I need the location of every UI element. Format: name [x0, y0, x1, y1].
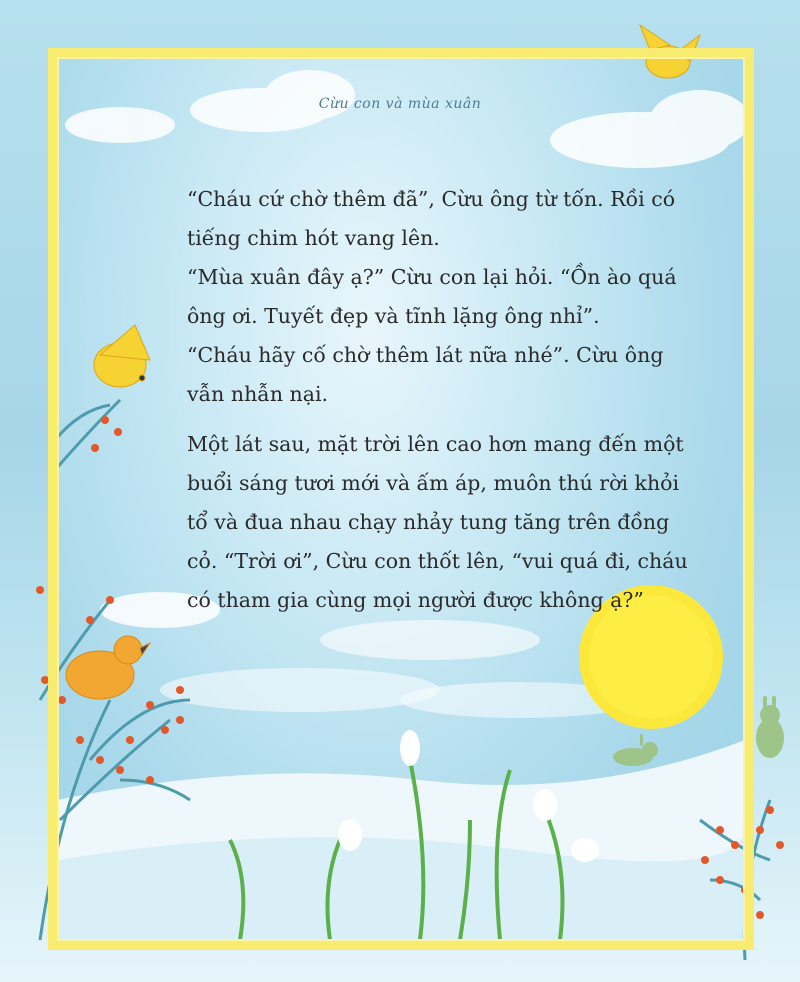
- paragraph-2: [187, 425, 707, 620]
- text-line: “Mùa xuân đây ạ?” Cừu con lại hỏi. “Ồn ào quá: [187, 265, 677, 289]
- text-line: vẫn nhẫn nại.: [187, 382, 329, 406]
- text-line: “Cháu cứ chờ thêm đã”, Cừu ông từ tốn. Rồi có: [187, 187, 676, 211]
- text-line: ông ơi. Tuyết đẹp và tĩnh lặng ông nhỉ”.: [187, 304, 600, 328]
- page-header: Cừu con và mùa xuân: [318, 96, 482, 112]
- text-line: Một lát sau, mặt trời lên cao hơn mang đến một: [187, 432, 684, 456]
- text-line: “Cháu hãy cố chờ thêm lát nữa nhé”. Cừu ông: [187, 343, 664, 367]
- paragraph-1: [187, 180, 707, 414]
- text-line: cỏ. “Trời ơi”, Cừu con thốt lên, “vui quá đi, cháu: [187, 549, 688, 573]
- text-line: tiếng chim hót vang lên.: [187, 226, 440, 250]
- text-line: có tham gia cùng mọi người được không ạ?”: [187, 588, 644, 612]
- text-line: tổ và đua nhau chạy nhảy tung tăng trên đồng: [187, 510, 670, 534]
- text-line: buổi sáng tươi mới và ấm áp, muôn thú rời khỏi: [187, 471, 680, 495]
